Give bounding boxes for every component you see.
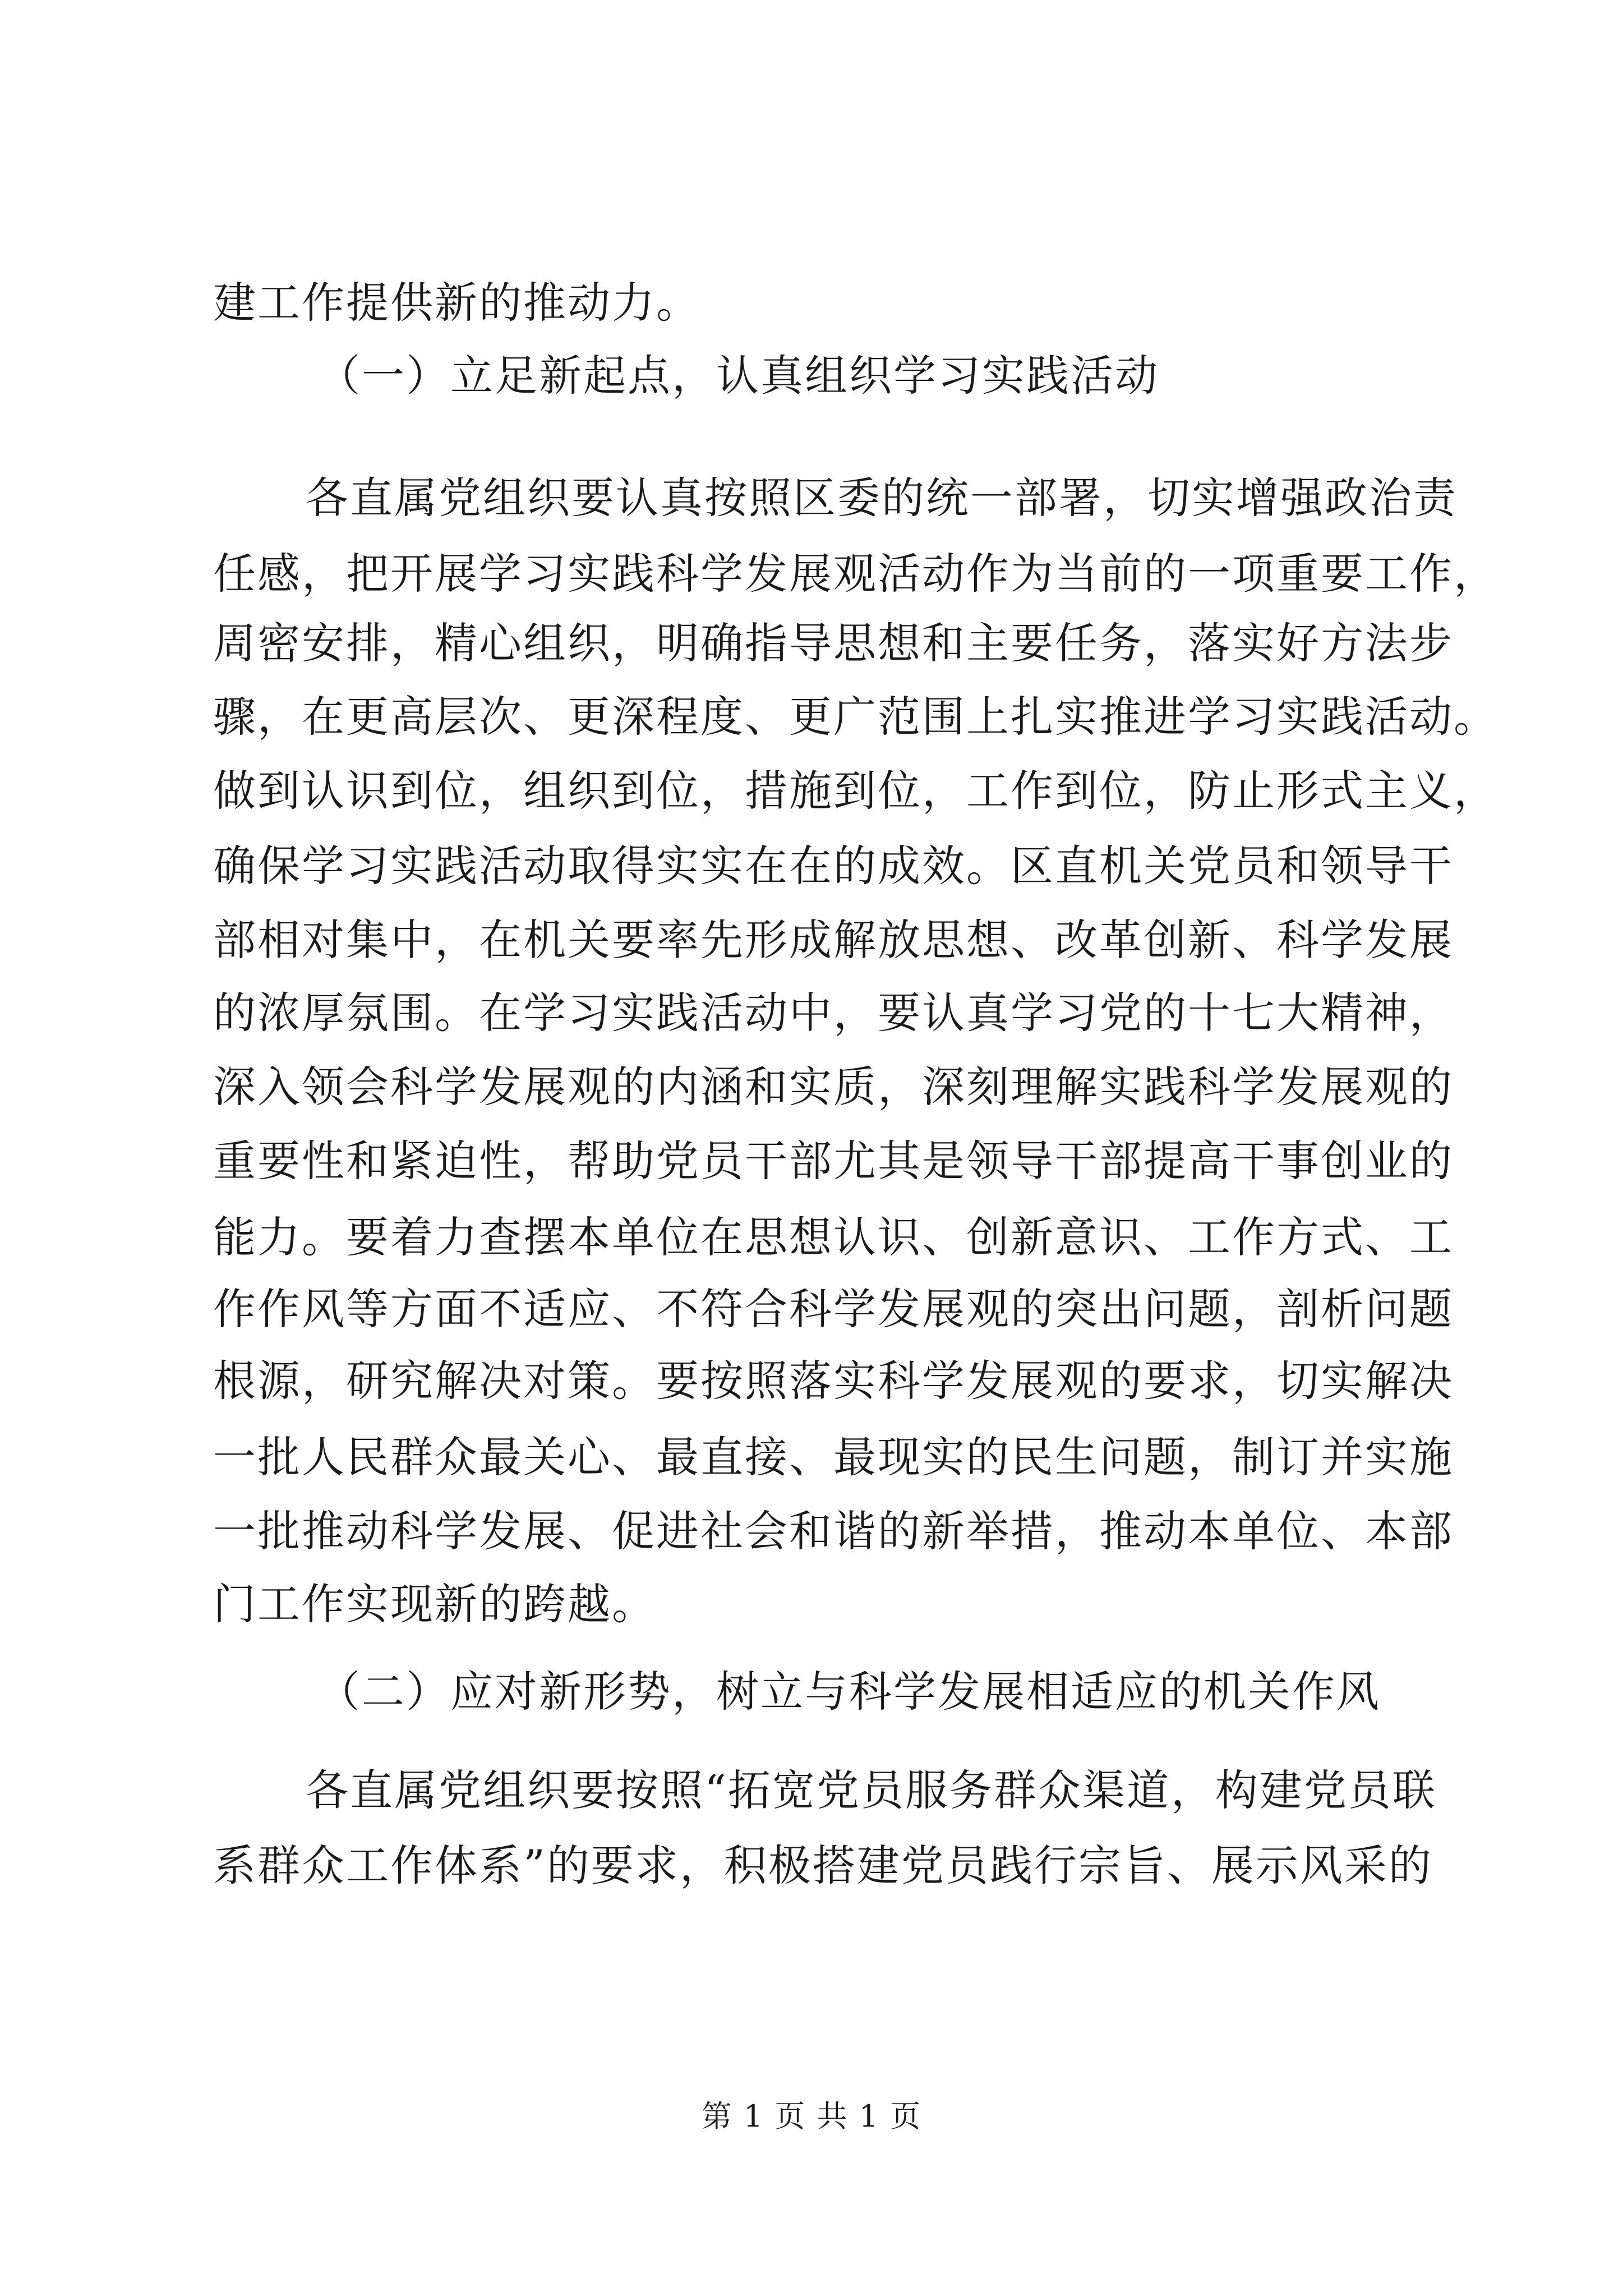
body-text-line: 的浓厚氛围。在学习实践活动中，要认真学习党的十七大精神， [213,988,1454,1038]
body-text-line: 部相对集中，在机关要率先形成解放思想、改革创新、科学发展 [213,915,1454,965]
body-text-line: 骤，在更高层次、更深程度、更广范围上扎实推进学习实践活动。 [213,692,1498,742]
body-text-line: 建工作提供新的推动力。 [213,278,700,328]
section-heading-1: （一）立足新起点，认真组织学习实践活动 [317,351,1159,401]
body-text-line: 各直属党组织要按照“拓宽党员服务群众渠道，构建党员联 [306,1765,1437,1815]
body-text-line: 一批推动科学发展、促进社会和谐的新举措，推动本单位、本部 [213,1506,1454,1556]
body-text-line: 做到认识到位，组织到位，措施到位，工作到位，防止形式主义， [213,766,1498,816]
body-text-line: 各直属党组织要认真按照区委的统一部署，切实增强政治责 [306,473,1458,523]
body-text-line: 能力。要着力查摆本单位在思想认识、创新意识、工作方式、工 [213,1212,1454,1262]
body-text-line: 一批人民群众最关心、最直接、最现实的民生问题，制订并实施 [213,1432,1454,1482]
body-text-line: 任感，把开展学习实践科学发展观活动作为当前的一项重要工作， [213,549,1498,599]
body-text-line: 周密安排，精心组织，明确指导思想和主要任务，落实好方法步 [213,618,1454,668]
body-text-line: 重要性和紧迫性，帮助党员干部尤其是领导干部提高干事创业的 [213,1136,1454,1186]
page-footer: 第 1 页 共 1 页 [701,2099,922,2134]
section-heading-2: （二）应对新形势，树立与科学发展相适应的机关作风 [317,1667,1381,1717]
body-text-line: 作作风等方面不适应、不符合科学发展观的突出问题，剖析问题 [213,1284,1454,1334]
body-text-line: 深入领会科学发展观的内涵和实质，深刻理解实践科学发展观的 [213,1062,1454,1112]
body-text-line: 确保学习实践活动取得实实在在的成效。区直机关党员和领导干 [213,841,1454,891]
body-text-line: 根源，研究解决对策。要按照落实科学发展观的要求，切实解决 [213,1356,1454,1406]
body-text-line: 系群众工作体系”的要求，积极搭建党员践行宗旨、展示风采的 [213,1841,1433,1890]
body-text-line: 门工作实现新的跨越。 [213,1579,656,1629]
